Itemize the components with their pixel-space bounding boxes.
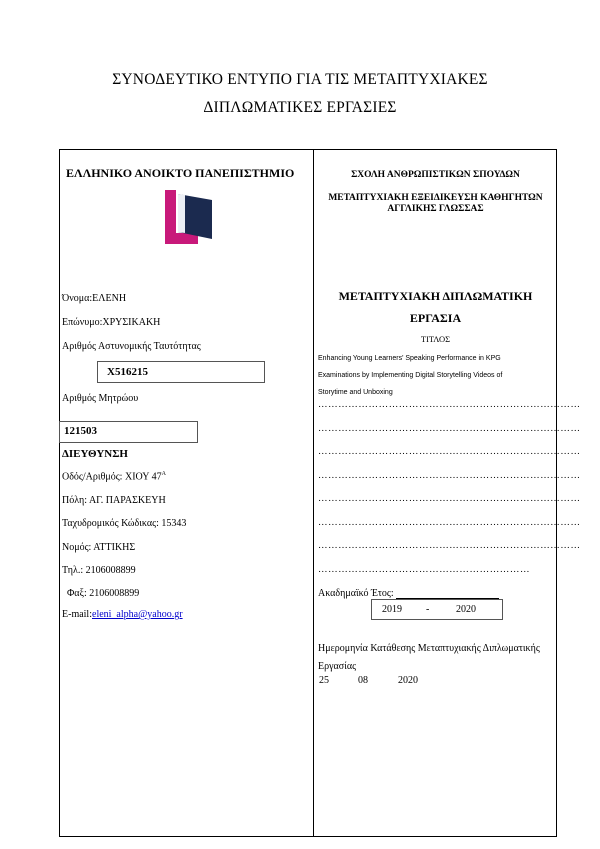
- column-divider: [313, 149, 314, 837]
- submission-month: 08: [358, 675, 368, 686]
- submission-day: 25: [319, 675, 329, 686]
- dotted-line: ……………………………………………………………………: [318, 494, 581, 504]
- id-label: Αριθμός Αστυνομικής Ταυτότητας: [62, 341, 201, 352]
- postal-value: 15343: [161, 518, 187, 529]
- thesis-heading-line-1: ΜΕΤΑΠΤΥΧΙΑΚΗ ΔΙΠΛΩΜΑΤΙΚΗ: [338, 289, 533, 303]
- dotted-line: ……………………………………………………………………: [318, 518, 581, 528]
- form-frame: [59, 149, 581, 837]
- county-field: [62, 542, 135, 553]
- surname-field: [62, 317, 160, 328]
- email-link[interactable]: eleni_alpha@yahoo.gr: [92, 609, 183, 620]
- phone-value: 2106008899: [85, 565, 136, 576]
- academic-year-box[interactable]: [371, 599, 503, 620]
- address-heading: ΔΙΕΥΘΥΝΣΗ: [62, 448, 128, 460]
- year-separator: -: [426, 604, 430, 615]
- school-name: ΣΧΟΛΗ ΑΝΘΡΩΠΙΣΤΙΚΩΝ ΣΠΟΥΔΩΝ: [351, 170, 520, 180]
- fax-value: 2106008899: [89, 588, 140, 599]
- name-label: Όνομα:: [62, 293, 93, 304]
- thesis-title-line: Examinations by Implementing Digital Storytelling Videos of: [318, 372, 503, 379]
- year-from: 2019: [382, 604, 402, 615]
- fax-field: [67, 588, 139, 599]
- title-label: ΤΙΤΛΟΣ: [420, 334, 451, 344]
- name-field: [62, 293, 126, 304]
- city-label: Πόλη:: [62, 495, 89, 506]
- document-title-line-2: ΔΙΠΛΩΜΑΤΙΚΕΣ ΕΡΓΑΣΙΕΣ: [203, 99, 397, 116]
- submission-year: 2020: [398, 675, 418, 686]
- dotted-line: ……………………………………………………………………: [318, 471, 581, 481]
- phone-field: [62, 565, 136, 576]
- registration-label: Αριθμός Μητρώου: [62, 393, 139, 404]
- program-line-1: ΜΕΤΑΠΤΥΧΙΑΚΗ ΕΞΕΙΔΙΚΕΥΣΗ ΚΑΘΗΓΗΤΩΝ: [328, 193, 543, 203]
- university-name: ΕΛΛΗΝΙΚΟ ΑΝΟΙΚΤΟ ΠΑΝΕΠΙΣΤΗΜΙΟ: [66, 166, 295, 180]
- street-label: Οδός/Αριθμός:: [62, 471, 125, 483]
- street-value: ΧΙΟΥ 47: [124, 471, 162, 483]
- submission-label-line-2: Εργασίας: [318, 661, 357, 672]
- street-field: [62, 471, 166, 482]
- thesis-heading-line-2: ΕΡΓΑΣΙΑ: [409, 311, 462, 325]
- postal-label: Ταχυδρομικός Κώδικας:: [62, 518, 162, 529]
- document-title-line-1: ΣΥΝΟΔΕΥΤΙΚΟ ΕΝΤΥΠΟ ΓΙΑ ΤΙΣ ΜΕΤΑΠΤΥΧΙΑΚΕΣ: [112, 71, 488, 88]
- academic-year-label: Ακαδημαϊκό Έτος:: [318, 588, 394, 599]
- registration-number-value: 121503: [64, 425, 97, 437]
- university-logo: [163, 190, 213, 244]
- thesis-title-line: Enhancing Young Learners' Speaking Performance in KPG: [318, 355, 501, 362]
- fax-label: Φαξ:: [67, 588, 90, 599]
- surname-label: Επώνυμο:: [62, 317, 103, 328]
- county-value: ΑΤΤΙΚΗΣ: [93, 542, 136, 553]
- postal-field: [62, 518, 186, 529]
- submission-date-label: [318, 640, 540, 676]
- logo-icon: [163, 190, 213, 244]
- id-number-box[interactable]: [97, 361, 265, 383]
- city-value: ΑΓ. ΠΑΡΑΣΚΕΥΗ: [88, 495, 166, 506]
- thesis-title-line: Storytime and Unboxing: [318, 389, 393, 396]
- dotted-line: ……………………………………………………………………: [318, 424, 581, 434]
- year-to: 2020: [456, 604, 476, 615]
- city-field: [62, 495, 166, 506]
- dotted-line: ………………………………………………………: [318, 565, 531, 575]
- registration-number-box[interactable]: [59, 421, 198, 443]
- dotted-line: ……………………………………………………………………: [318, 400, 581, 410]
- program-line-2: ΑΓΓΛΙΚΗΣ ΓΛΩΣΣΑΣ: [387, 204, 484, 214]
- dotted-line: ……………………………………………………………………: [318, 541, 581, 551]
- dotted-line: ……………………………………………………………………: [318, 447, 581, 457]
- email-field: [62, 609, 183, 620]
- id-number-value: Χ516215: [107, 366, 148, 378]
- thesis-title: [318, 350, 502, 401]
- phone-label: Τηλ.:: [62, 565, 86, 576]
- surname-value: ΧΡΥΣΙΚΑΚΗ: [102, 317, 161, 328]
- street-superscript: Α: [161, 471, 166, 477]
- county-label: Νομός:: [62, 542, 94, 553]
- name-value: ΕΛΕΝΗ: [92, 293, 127, 304]
- program-name: [314, 193, 557, 215]
- email-label: E-mail:: [62, 609, 92, 620]
- submission-label-line-1: Ημερομηνία Κατάθεσης Μεταπτυχιακής Διπλωματικής: [318, 643, 540, 654]
